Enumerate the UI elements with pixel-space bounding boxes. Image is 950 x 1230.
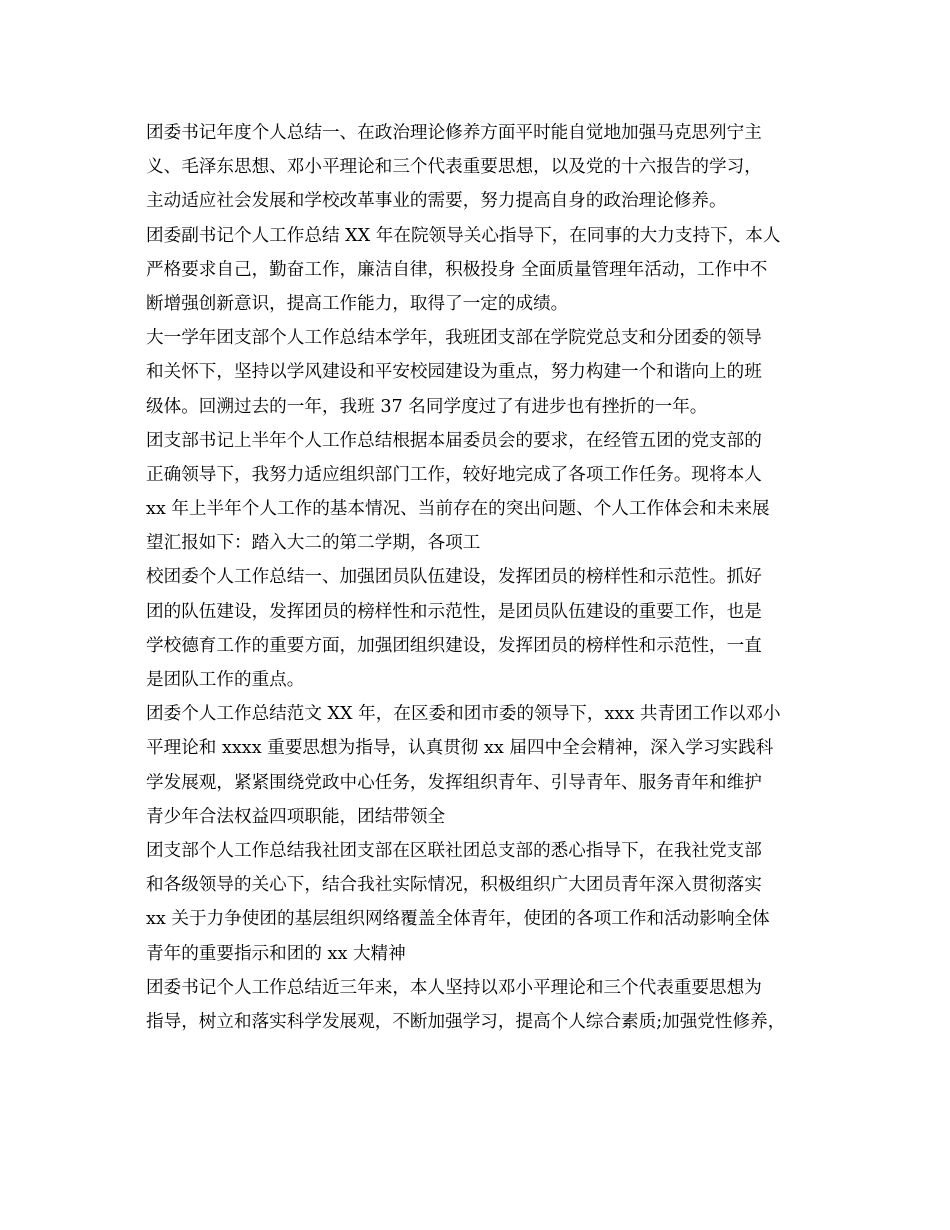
text-line: 严格要求自己，勤奋工作，廉洁自律，积极投身 全面质量管理年活动，工作中不: [146, 259, 768, 280]
text-line: 指导，树立和落实科学发展观，不断加强学习，提高个人综合素质;加强党性修养，: [146, 1011, 786, 1032]
text-line: 义、毛泽东思想、邓小平理论和三个代表重要思想，以及党的十六报告的学习，: [146, 157, 762, 178]
text-line: xx 关于力争使团的基层组织网络覆盖全体青年，使团的各项工作和活动影响全体: [146, 909, 770, 930]
text-line: 团委书记年度个人总结一、在政治理论修养方面平时能自觉地加强马克思列宁主: [146, 123, 762, 143]
text-line: 断增强创新意识，提高工作能力，取得了一定的成绩。: [146, 293, 569, 314]
text-line: 正确领导下，我努力适应组织部门工作，较好地完成了各项工作任务。现将本人: [146, 464, 762, 485]
text-line: 学校德育工作的重要方面，加强团组织建设，发挥团员的榜样性和示范性，一直: [146, 635, 762, 656]
text-line: 团支部个人工作总结我社团支部在区联社团总支部的悉心指导下，在我社党支部: [146, 840, 762, 861]
text-line: 级体。回溯过去的一年，我班 37 名同学度过了有进步也有挫折的一年。: [146, 396, 708, 417]
text-line: 校团委个人工作总结一、加强团员队伍建设，发挥团员的榜样性和示范性。抓好: [146, 567, 762, 588]
text-line: 学发展观，紧紧围绕党政中心任务，发挥组织青年、引导青年、服务青年和维护: [146, 772, 762, 793]
text-line: 青年的重要指示和团的 xx 大精神: [146, 943, 406, 964]
text-line: 团委个人工作总结范文 XX 年，在区委和团市委的领导下，xxx 共青团工作以邓小: [146, 704, 781, 725]
document-body: [146, 116, 826, 1039]
text-line: 大一学年团支部个人工作总结本学年，我班团支部在学院党总支和分团委的领导: [146, 328, 762, 349]
text-line: 团支部书记上半年个人工作总结根据本届委员会的要求，在经管五团的党支部的: [146, 430, 762, 451]
text-line: 和各级领导的关心下，结合我社实际情况，积极组织广大团员青年深入贯彻落实: [146, 875, 762, 896]
text-line: 团委书记个人工作总结近三年来，本人坚持以邓小平理论和三个代表重要思想为: [146, 977, 762, 998]
text-line: 团委副书记个人工作总结 XX 年在院领导关心指导下，在同事的大力支持下，本人: [146, 225, 781, 246]
text-line: 平理论和 xxxx 重要思想为指导，认真贯彻 xx 届四中全会精神，深入学习实践科: [146, 738, 774, 759]
text-line: 主动适应社会发展和学校改革事业的需要，努力提高自身的政治理论修养。: [146, 191, 727, 212]
text-line: 和关怀下，坚持以学风建设和平安校园建设为重点，努力构建一个和谐向上的班: [146, 362, 762, 383]
text-line: 是团队工作的重点。: [146, 670, 305, 690]
text-line: 青少年合法权益四项职能，团结带领全: [146, 806, 446, 827]
text-line: 团的队伍建设，发挥团员的榜样性和示范性，是团员队伍建设的重要工作，也是: [146, 601, 762, 622]
text-line: xx 年上半年个人工作的基本情况、当前存在的突出问题、个人工作体会和未来展: [146, 499, 770, 520]
text-line: 望汇报如下：踏入大二的第二学期，各项工: [146, 533, 481, 554]
